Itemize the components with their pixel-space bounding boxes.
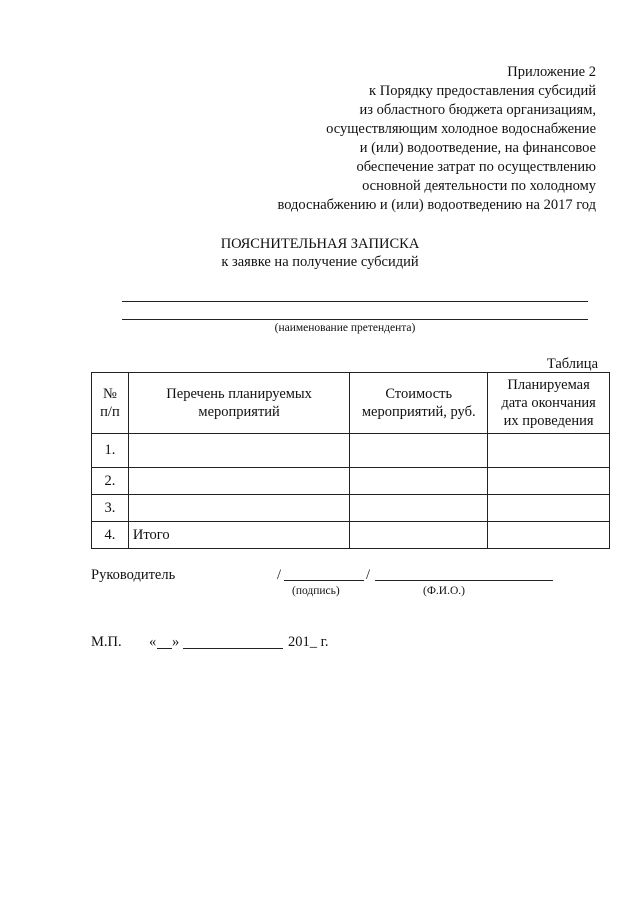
table-header-row [92, 373, 610, 434]
applicant-caption: (наименование претендента) [274, 322, 416, 334]
header-cost: Стоимость мероприятий, руб. [350, 373, 488, 434]
row-number: 4. [92, 522, 129, 549]
appendix-line: и (или) водоотведение, на финансовое [359, 140, 596, 156]
date-month-field[interactable] [183, 648, 283, 649]
header-end-date: Планируемая дата окончания их проведения [488, 373, 610, 434]
document-title: ПОЯСНИТЕЛЬНАЯ ЗАПИСКА [220, 236, 420, 252]
cost-cell[interactable] [350, 468, 488, 495]
stamp-label: М.П. [91, 634, 122, 650]
event-cell[interactable] [128, 468, 349, 495]
signature-slash: / [277, 567, 282, 583]
full-name-caption: (Ф.И.О.) [423, 585, 465, 597]
table-row-total [92, 522, 610, 549]
appendix-line: осуществляющим холодное водоснабжение [326, 121, 596, 137]
table-row [92, 495, 610, 522]
event-cell[interactable] [128, 495, 349, 522]
date-cell[interactable] [488, 495, 610, 522]
date-cell[interactable] [488, 434, 610, 468]
date-day-field[interactable] [157, 648, 172, 649]
appendix-line: Приложение 2 [507, 64, 596, 80]
signature-slash: / [366, 567, 371, 583]
date-quote-open: « [149, 634, 157, 650]
appendix-line: к Порядку предоставления субсидий [369, 83, 596, 99]
row-number: 1. [92, 434, 129, 468]
header-events: Перечень планируемых мероприятий [128, 373, 349, 434]
table-row [92, 468, 610, 495]
table-row [92, 434, 610, 468]
appendix-note [277, 63, 596, 215]
date-year: 201_ г. [288, 634, 329, 650]
total-label: Итого [128, 522, 349, 549]
document-subtitle: к заявке на получение субсидий [221, 254, 419, 270]
appendix-line: основной деятельности по холодному [362, 178, 596, 194]
date-quote-close: » [172, 634, 180, 650]
full-name-field[interactable] [375, 580, 553, 581]
row-number: 3. [92, 495, 129, 522]
cost-cell[interactable] [350, 495, 488, 522]
cost-cell[interactable] [350, 522, 488, 549]
appendix-line: обеспечение затрат по осуществлению [356, 159, 596, 175]
signature-caption: (подпись) [292, 585, 340, 597]
appendix-line: водоснабжению и (или) водоотведению на 2017 год [277, 197, 596, 213]
table-label: Таблица [546, 356, 598, 372]
applicant-name-line [122, 319, 588, 320]
row-number: 2. [92, 468, 129, 495]
event-cell[interactable] [128, 434, 349, 468]
header-number: № п/п [92, 373, 129, 434]
cost-cell[interactable] [350, 434, 488, 468]
date-cell[interactable] [488, 522, 610, 549]
document-heading [0, 235, 640, 271]
events-table [91, 372, 610, 549]
signature-field[interactable] [284, 580, 364, 581]
manager-label: Руководитель [91, 567, 176, 583]
applicant-name-line [122, 301, 588, 302]
date-cell[interactable] [488, 468, 610, 495]
appendix-line: из областного бюджета организациям, [359, 102, 596, 118]
